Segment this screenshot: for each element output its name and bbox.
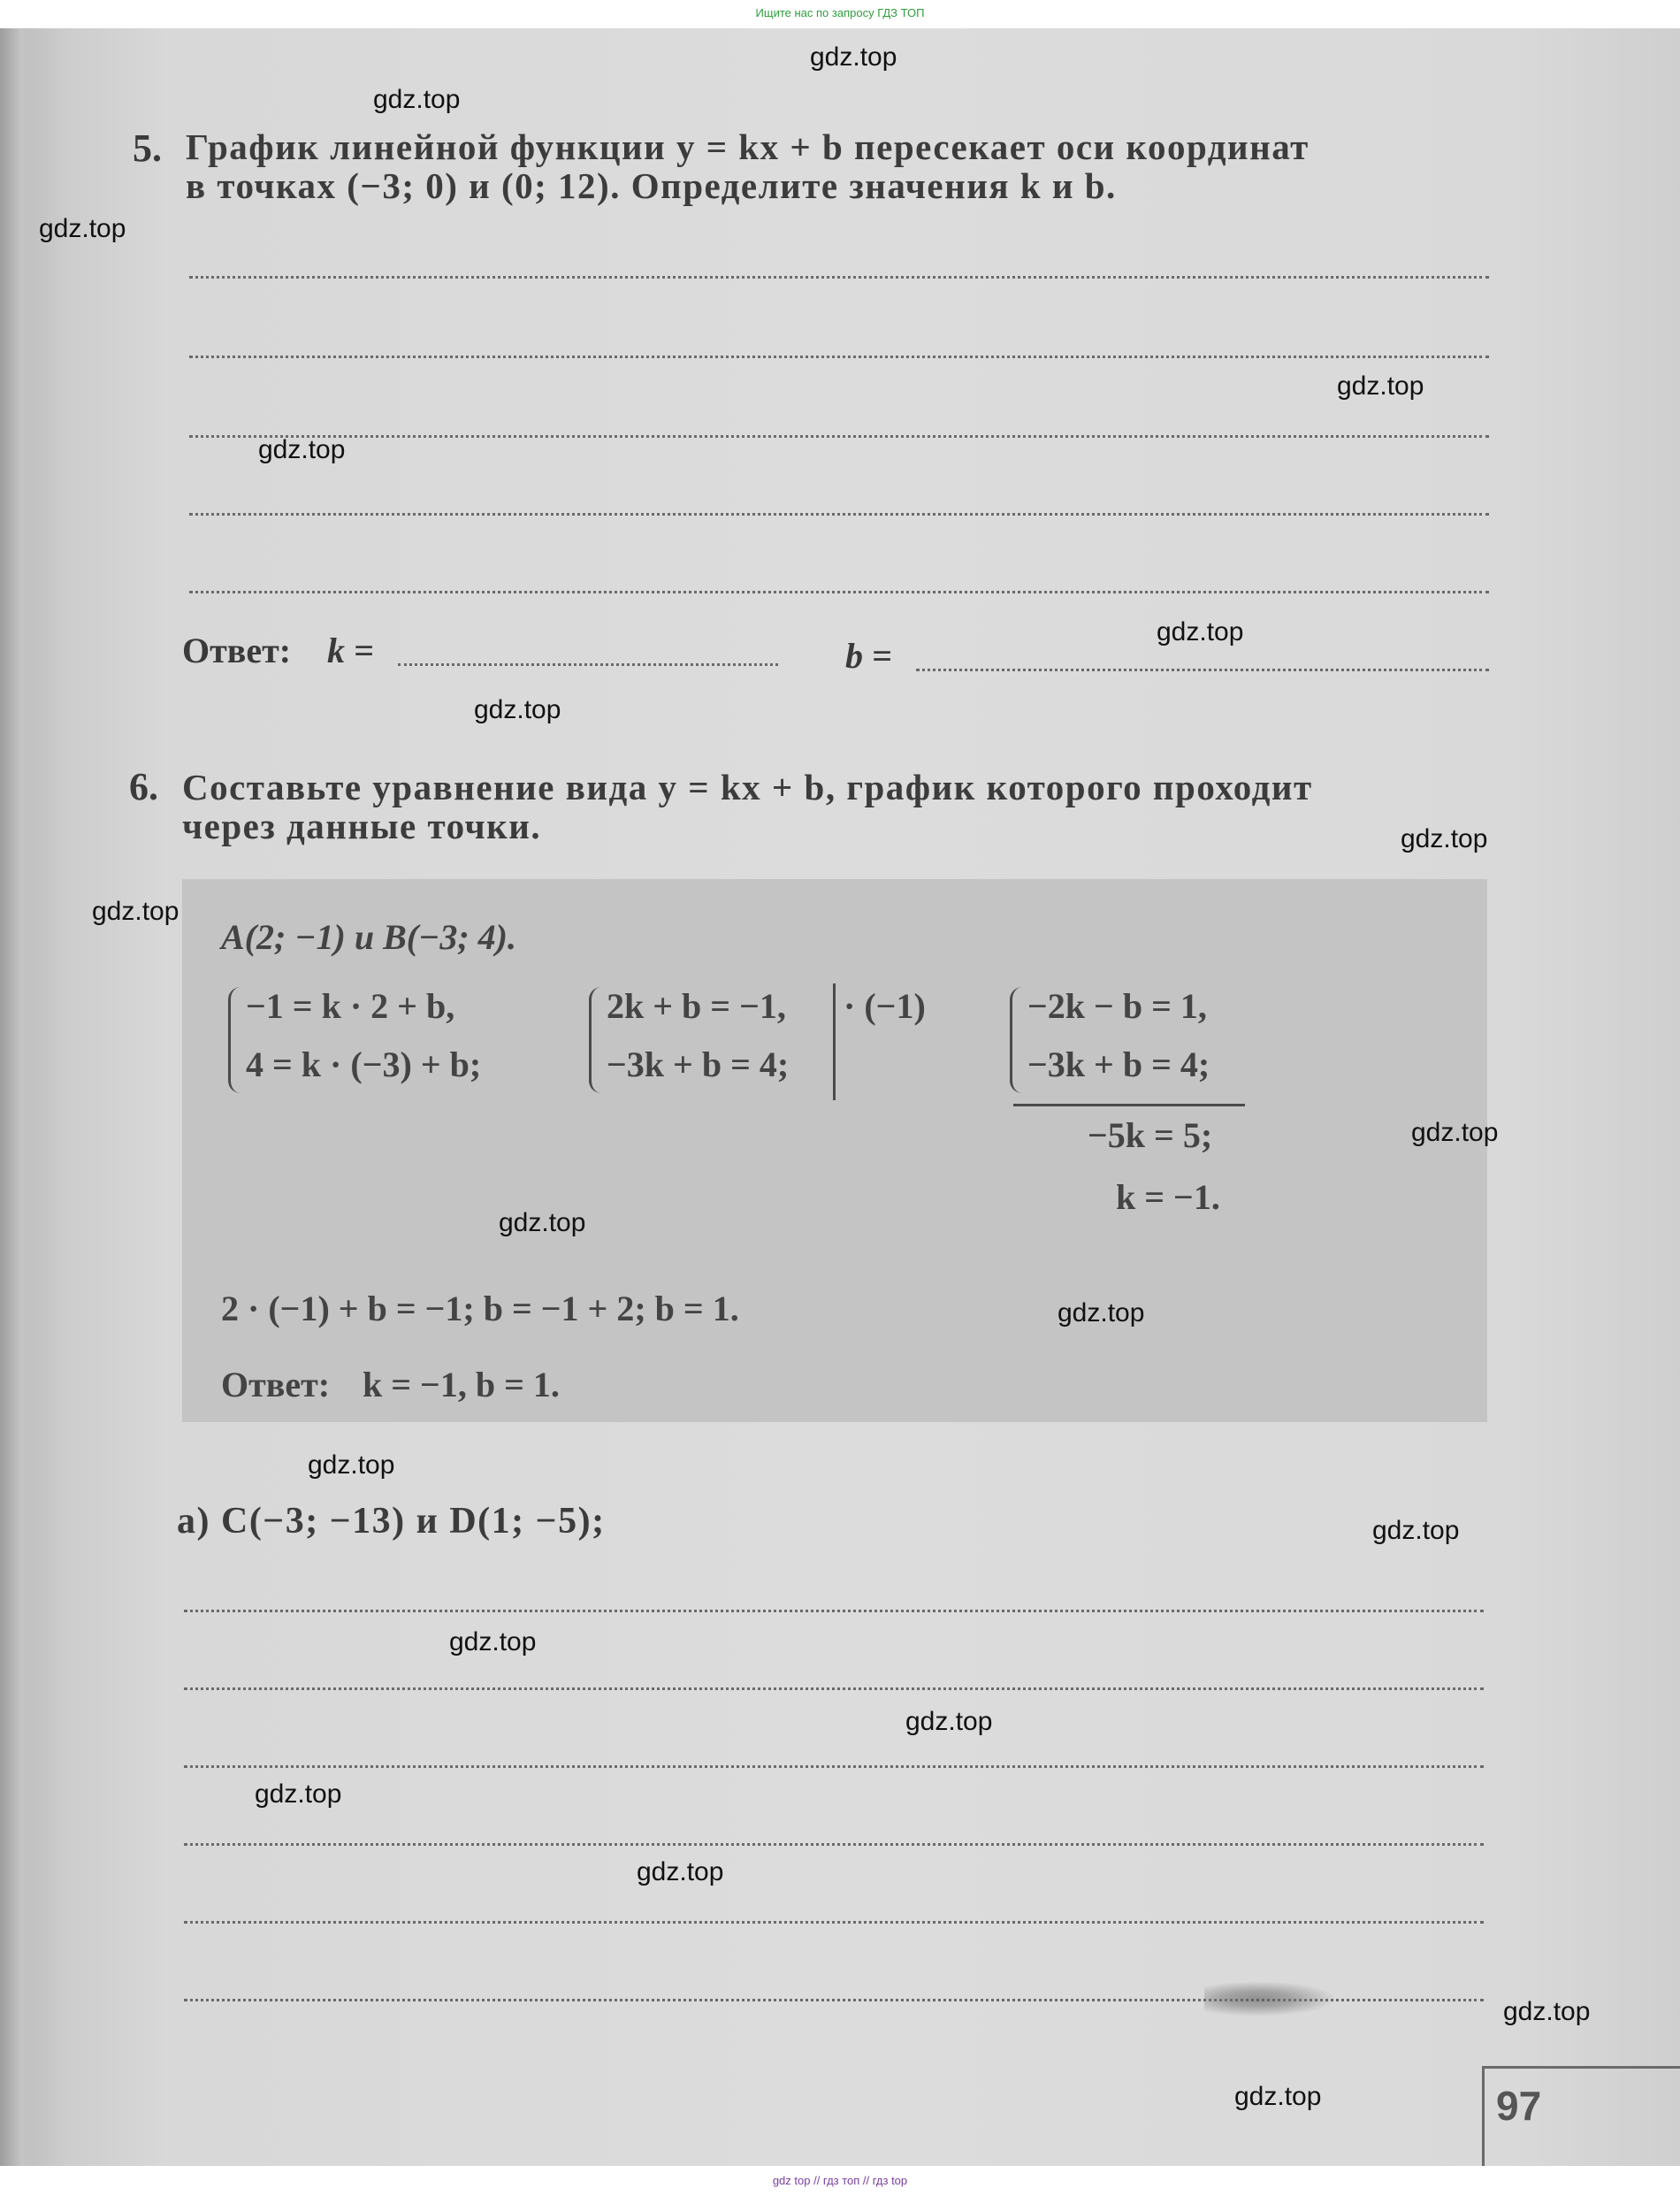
watermark: gdz.top bbox=[1401, 824, 1488, 853]
system-1-eq-1: −1 = k · 2 + b, bbox=[246, 986, 455, 1026]
task-5-answer-b: b = bbox=[845, 636, 892, 676]
page-binding-shadow bbox=[0, 28, 35, 2166]
answer-line bbox=[184, 1687, 1484, 1690]
multiplier-bar bbox=[833, 983, 836, 1100]
page-number: 97 bbox=[1496, 2083, 1542, 2129]
watermark: gdz.top bbox=[1337, 371, 1424, 401]
answer-b-line bbox=[916, 669, 1489, 671]
task-5-text-line-2: в точках (−3; 0) и (0; 12). Определите значения k и b. bbox=[186, 165, 1117, 206]
textbook-page-scan bbox=[0, 28, 1680, 2166]
sum-rule bbox=[1013, 1104, 1245, 1106]
task-6a-text: а) C(−3; −13) и D(1; −5); bbox=[177, 1501, 606, 1542]
system-1-eq-2: 4 = k · (−3) + b; bbox=[246, 1044, 482, 1084]
example-sum: −5k = 5; bbox=[1088, 1115, 1213, 1155]
answer-line bbox=[189, 591, 1489, 593]
watermark: gdz.top bbox=[1058, 1298, 1145, 1328]
watermark: gdz.top bbox=[637, 1857, 724, 1886]
task-5-answer-label: Ответ: bbox=[182, 631, 292, 670]
system-brace bbox=[589, 987, 604, 1093]
system-brace bbox=[228, 987, 243, 1093]
watermark: gdz.top bbox=[1372, 1516, 1460, 1545]
watermark: gdz.top bbox=[255, 1779, 342, 1809]
watermark: gdz.top bbox=[449, 1627, 537, 1657]
watermark: gdz.top bbox=[92, 897, 179, 926]
watermark: gdz.top bbox=[373, 85, 461, 114]
system-2-eq-2: −3k + b = 4; bbox=[607, 1044, 790, 1084]
system-brace bbox=[1010, 987, 1025, 1093]
example-k-result: k = −1. bbox=[1116, 1177, 1220, 1217]
bottom-banner[interactable]: gdz top // гдз топ // гдз top bbox=[772, 2174, 908, 2187]
task-5-number: 5. bbox=[133, 126, 162, 170]
top-banner[interactable]: Ищите нас по запросу ГДЗ ТОП bbox=[755, 6, 925, 19]
answer-line bbox=[184, 1610, 1484, 1612]
example-answer-label: Ответ: bbox=[221, 1365, 331, 1404]
task-5-answer-k: k = bbox=[327, 631, 374, 670]
answer-line bbox=[189, 513, 1489, 516]
system-2-multiplier: · (−1) bbox=[844, 986, 926, 1026]
watermark: gdz.top bbox=[308, 1450, 395, 1480]
watermark: gdz.top bbox=[1503, 1997, 1591, 2026]
system-3-eq-1: −2k − b = 1, bbox=[1027, 986, 1207, 1026]
answer-line bbox=[184, 1843, 1484, 1846]
answer-line bbox=[184, 1921, 1484, 1924]
watermark: gdz.top bbox=[810, 42, 897, 72]
task-6-text-line-2: через данные точки. bbox=[182, 806, 542, 846]
task-6-number: 6. bbox=[129, 765, 158, 808]
example-points: A(2; −1) и B(−3; 4). bbox=[221, 917, 517, 957]
watermark: gdz.top bbox=[499, 1208, 586, 1237]
worked-example-box bbox=[182, 879, 1487, 1422]
task-6-text-line-1: Составьте уравнение вида y = kx + b, график которого проходит bbox=[182, 767, 1313, 807]
watermark: gdz.top bbox=[1157, 617, 1244, 647]
watermark: gdz.top bbox=[1234, 2082, 1322, 2111]
watermark: gdz.top bbox=[905, 1707, 993, 1736]
answer-line bbox=[189, 276, 1489, 279]
example-answer-value: k = −1, b = 1. bbox=[363, 1365, 560, 1404]
system-3-eq-2: −3k + b = 4; bbox=[1027, 1044, 1210, 1084]
watermark: gdz.top bbox=[39, 214, 126, 243]
ink-smudge bbox=[1204, 1981, 1337, 2016]
answer-k-line bbox=[398, 663, 778, 666]
answer-line bbox=[184, 1765, 1484, 1768]
task-5-text-line-1: График линейной функции y = kx + b пересекает оси координат bbox=[186, 126, 1310, 167]
answer-line bbox=[189, 356, 1489, 358]
watermark: gdz.top bbox=[1411, 1118, 1499, 1147]
example-b-calc: 2 · (−1) + b = −1; b = −1 + 2; b = 1. bbox=[221, 1289, 739, 1328]
system-2-eq-1: 2k + b = −1, bbox=[607, 986, 786, 1026]
watermark: gdz.top bbox=[258, 435, 346, 464]
watermark: gdz.top bbox=[474, 695, 561, 724]
answer-line bbox=[189, 435, 1489, 438]
